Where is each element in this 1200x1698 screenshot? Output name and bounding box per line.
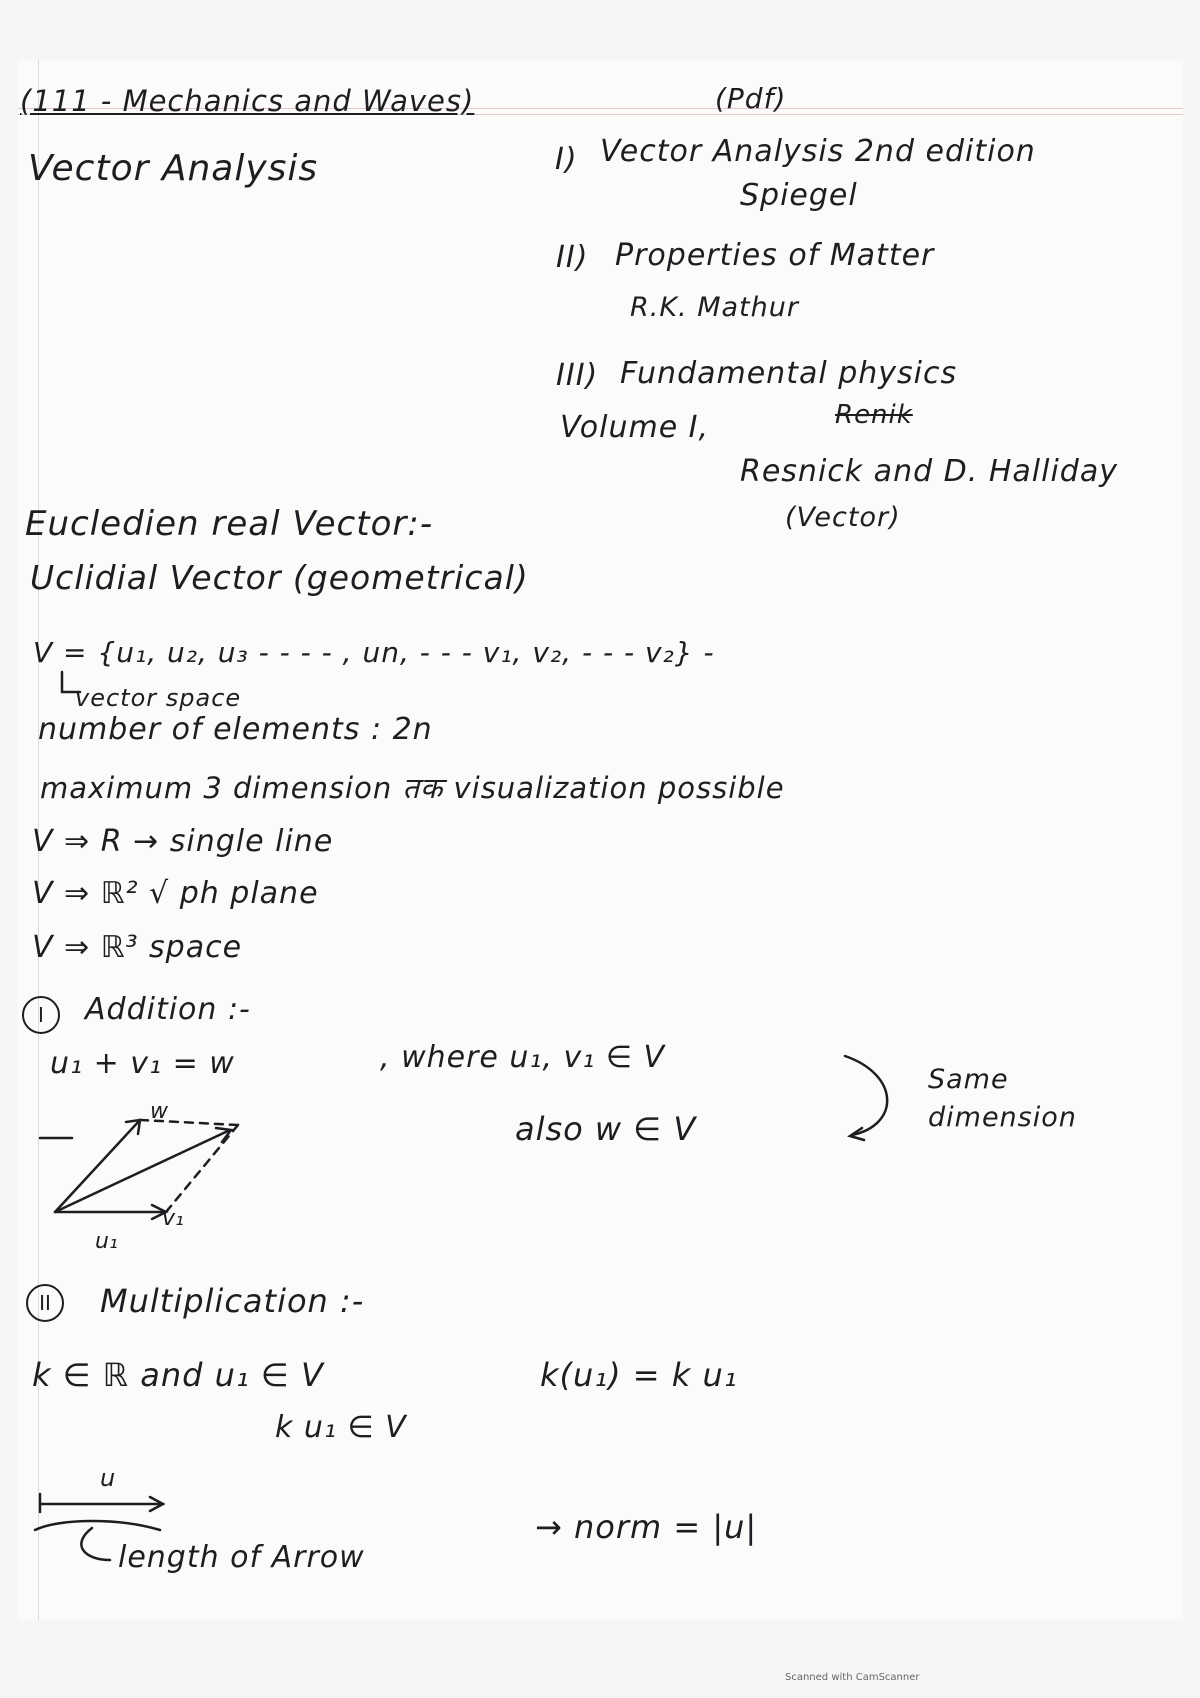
dimension-label: dimension bbox=[928, 1102, 1077, 1133]
multiplication-number: II bbox=[26, 1284, 64, 1322]
book-3-note: (Vector) bbox=[785, 502, 901, 533]
length-of-arrow: length of Arrow bbox=[118, 1540, 365, 1575]
maximum-dimension: maximum 3 dimension तक visualization possible bbox=[40, 771, 785, 805]
book-3-authors: Resnick and D. Halliday bbox=[740, 454, 1118, 489]
r1-line: V ⇒ R → single line bbox=[32, 824, 334, 859]
vector-set: V = {u₁, u₂, u₃ - - - - , un, - - - v₁, v₂, - - - v₂} - bbox=[33, 636, 715, 669]
book-2-author: R.K. Mathur bbox=[630, 292, 799, 323]
page-title: Vector Analysis bbox=[28, 148, 319, 189]
book-3-struck: Renik bbox=[835, 400, 913, 430]
diagram-label-u: u₁ bbox=[95, 1229, 118, 1254]
book-1-num: I) bbox=[555, 142, 578, 177]
r3-line: V ⇒ ℝ³ space bbox=[32, 930, 243, 965]
addition-where: , where u₁, v₁ ∈ V bbox=[380, 1040, 666, 1075]
multiplication-heading: Multiplication :- bbox=[100, 1282, 365, 1320]
addition-equation: u₁ + v₁ = w bbox=[50, 1046, 235, 1081]
same-label: Same bbox=[928, 1064, 1009, 1095]
u-arrow-label: u bbox=[100, 1464, 117, 1492]
book-1-author: Spiegel bbox=[740, 178, 858, 213]
book-3-num: III) bbox=[556, 358, 599, 393]
book-2-num: II) bbox=[556, 240, 589, 275]
book-3-volume: Volume I, bbox=[560, 410, 710, 445]
multiplication-line1: k ∈ ℝ and u₁ ∈ V bbox=[32, 1356, 324, 1394]
diagram-label-v: v₁ bbox=[162, 1206, 184, 1231]
addition-number: I bbox=[22, 996, 60, 1034]
diagram-label-w: w bbox=[150, 1099, 168, 1124]
v-vector-arrow bbox=[55, 1120, 140, 1212]
vector-space-label: vector space bbox=[75, 684, 242, 712]
pdf-label: (Pdf) bbox=[715, 82, 787, 115]
book-3-title: Fundamental physics bbox=[620, 356, 958, 391]
course-title: (111 - Mechanics and Waves) bbox=[20, 84, 475, 118]
number-of-elements: number of elements : 2n bbox=[38, 712, 433, 747]
euclid-heading: Eucledien real Vector:- bbox=[25, 504, 434, 544]
euclid-subheading: Uclidial Vector (geometrical) bbox=[30, 558, 529, 597]
multiplication-rhs: k(u₁) = k u₁ bbox=[540, 1356, 738, 1394]
book-2-title: Properties of Matter bbox=[615, 238, 935, 273]
addition-heading: Addition :- bbox=[85, 992, 251, 1027]
norm-line: → norm = |u| bbox=[535, 1508, 758, 1546]
addition-also: also w ∈ V bbox=[515, 1110, 697, 1148]
w-vector-arrow bbox=[55, 1130, 230, 1212]
r2-line: V ⇒ ℝ² √ ph plane bbox=[32, 876, 319, 911]
multiplication-line2: k u₁ ∈ V bbox=[275, 1410, 407, 1445]
book-1-title: Vector Analysis 2nd edition bbox=[600, 134, 1036, 169]
scanner-footer: Scanned with CamScanner bbox=[785, 1672, 920, 1683]
